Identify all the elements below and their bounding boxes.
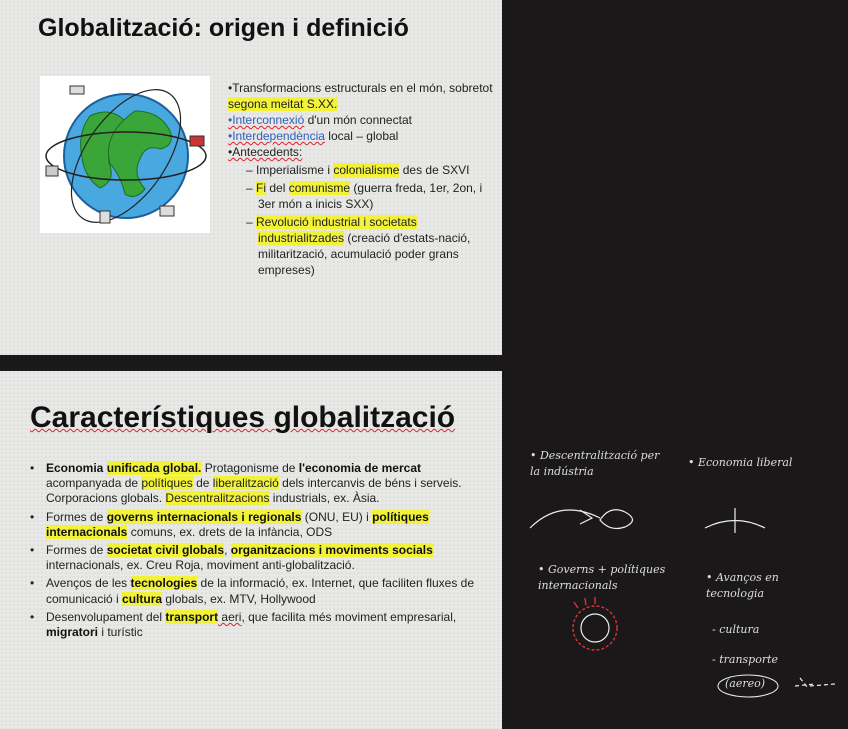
note-governments-policies: • Governs + polítiques internacionals (538, 563, 666, 592)
bullet-civil-society: • Formes de societat civil globals, organitzacions i moviments socials internacionals, ex. Creu Roja, moviment anti-globalització. (30, 543, 490, 573)
slide2-bullets (30, 461, 490, 643)
slide1-title: Globalització: origen i definició (38, 14, 409, 42)
note-air: (aereo) (725, 677, 766, 690)
slide2-title: Característiques globalització (30, 401, 456, 434)
note-transport: - transporte (712, 653, 779, 666)
bullet-governments: • Formes de governs internacionals i regionals (ONU, EU) i polítiques internacionals comuns, ex. drets de la infància, ODS (30, 510, 490, 540)
bullet-economy: • Economia unificada global. Protagonisme de l'economia de mercat acompanyada de polítiques de liberalització dels intercanvis de béns i serveis. Corporacions globals. Descentralitzacions industrials, ex. Àsia. (30, 461, 490, 507)
subbullet-industrial-revolution: – Revolució industrial i societats industrialitzades (creació d'estats-nació, militarització, acumulació poder grans empreses) (246, 215, 471, 277)
note-decentralization: • Descentralització per la indústria (530, 449, 660, 478)
bullet-interconnection: •Interconnexió d'un món connectat (228, 113, 412, 127)
bullet-antecedents: •Antecedents: (228, 145, 303, 159)
bullet-interdependence: •Interdependència local – global (228, 129, 399, 143)
slide1-bullets (228, 80, 498, 278)
globe-illustration (40, 76, 210, 233)
globe-icon (40, 76, 210, 233)
subbullet-imperialism: – Imperialisme i colonialisme des de SXVI (246, 163, 470, 177)
bullet-transformations: •Transformacions estructurals en el món, sobretot segona meitat S.XX. (228, 81, 493, 111)
note-technology: • Avanços en tecnologia (706, 571, 779, 600)
note-culture: - cultura (712, 623, 760, 636)
subbullet-communism: – Fi del comunisme (guerra freda, 1er, 2on, i 3er món a inicis SXX) (246, 181, 483, 211)
slide-2 (0, 371, 502, 729)
slide-1 (0, 0, 502, 355)
bullet-technologies: • Avenços de les tecnologies de la informació, ex. Internet, que faciliten fluxes de comunicació i cultura globals, ex. MTV, Hollywood (30, 576, 490, 606)
handwritten-sketches (520, 490, 840, 710)
note-liberal-economy: • Economia liberal (688, 456, 793, 469)
bullet-transport: • Desenvolupament del transport aeri, que facilita més moviment empresarial, migratori i turístic (30, 610, 490, 640)
